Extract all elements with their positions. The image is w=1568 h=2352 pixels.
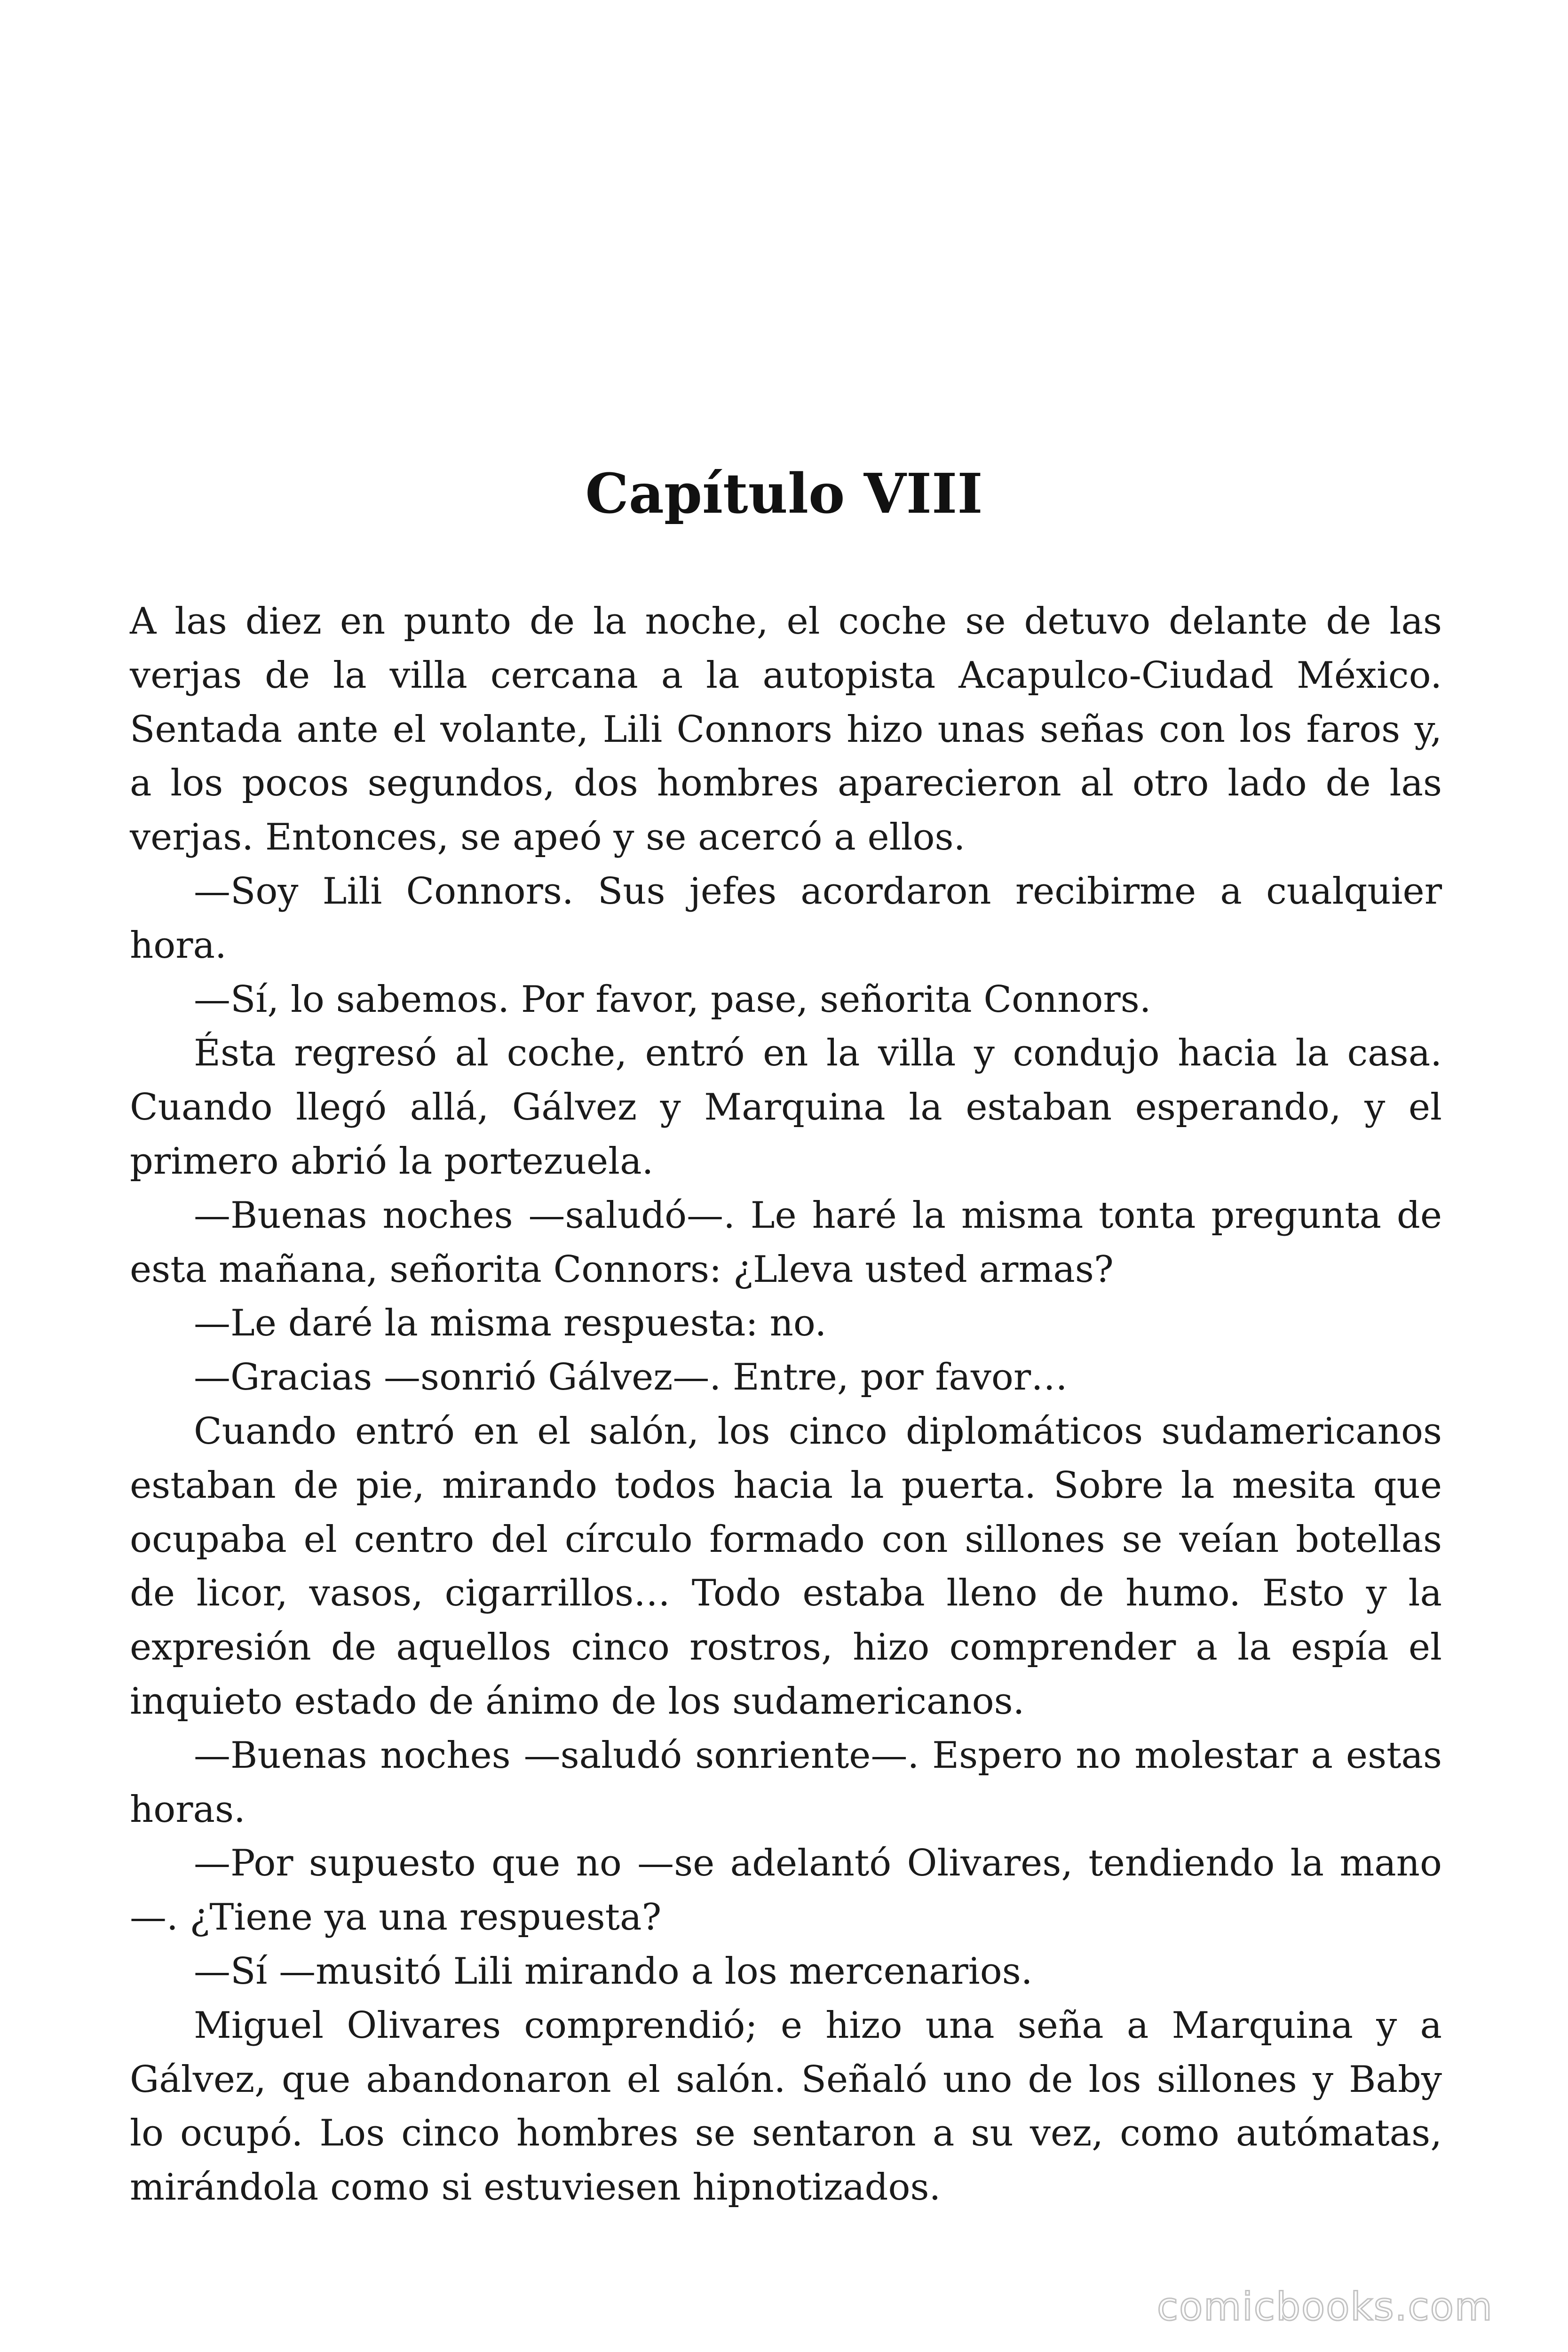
- paragraph: —Por supuesto que no —se adelantó Olivares, tendiendo la mano—. ¿Tiene ya una respuesta?: [130, 1842, 1442, 1939]
- paragraph: —Buenas noches —saludó—. Le haré la misma tonta pregunta de esta mañana, señorita Connors: ¿Lleva usted armas?: [130, 1194, 1442, 1291]
- paragraph: —Gracias —sonrió Gálvez—. Entre, por favor…: [194, 1356, 1068, 1399]
- paragraph: —Le daré la misma respuesta: no.: [194, 1302, 827, 1345]
- paragraph: —Sí, lo sabemos. Por favor, pase, señorita Connors.: [194, 978, 1151, 1021]
- paragraph: —Buenas noches —saludó sonriente—. Espero no molestar a estas horas.: [130, 1734, 1442, 1831]
- paragraph: A las diez en punto de la noche, el coche se detuvo delante de las verjas de la villa cercana a la autopista Acapulco-Ciudad México. Sentada ante el volante, Lili Connors hizo unas señas con los faros y, a los pocos segundos, dos hombres aparecieron al otro lado de las verjas. Entonces, se apeó y se acercó a ellos.: [130, 600, 1442, 859]
- watermark: comicbooks.com: [1157, 2285, 1493, 2329]
- paragraph: Cuando entró en el salón, los cinco diplomáticos sudamericanos estaban de pie, mirando todos hacia la puerta. Sobre la mesita que ocupaba el centro del círculo formado con sillones se veían botellas de licor, vasos, cigarrillos… Todo estaba lleno de humo. Esto y la expresión de aquellos cinco rostros, hizo comprender a la espía el inquieto estado de ánimo de los sudamericanos.: [130, 1410, 1442, 1723]
- chapter-body: [130, 595, 1442, 2215]
- paragraph: —Soy Lili Connors. Sus jefes acordaron recibirme a cualquier hora.: [130, 870, 1442, 967]
- paragraph: Ésta regresó al coche, entró en la villa y condujo hacia la casa. Cuando llegó allá, Gálvez y Marquina la estaban esperando, y el primero abrió la portezuela.: [130, 1032, 1442, 1183]
- chapter-title: Capítulo VIII: [585, 462, 983, 526]
- paragraph: —Sí —musitó Lili mirando a los mercenarios.: [194, 1950, 1033, 1993]
- paragraph: Miguel Olivares comprendió; e hizo una seña a Marquina y a Gálvez, que abandonaron el salón. Señaló uno de los sillones y Baby lo ocupó. Los cinco hombres se sentaron a su vez, como autómatas, mirándola como si estuviesen hipnotizados.: [130, 2004, 1442, 2209]
